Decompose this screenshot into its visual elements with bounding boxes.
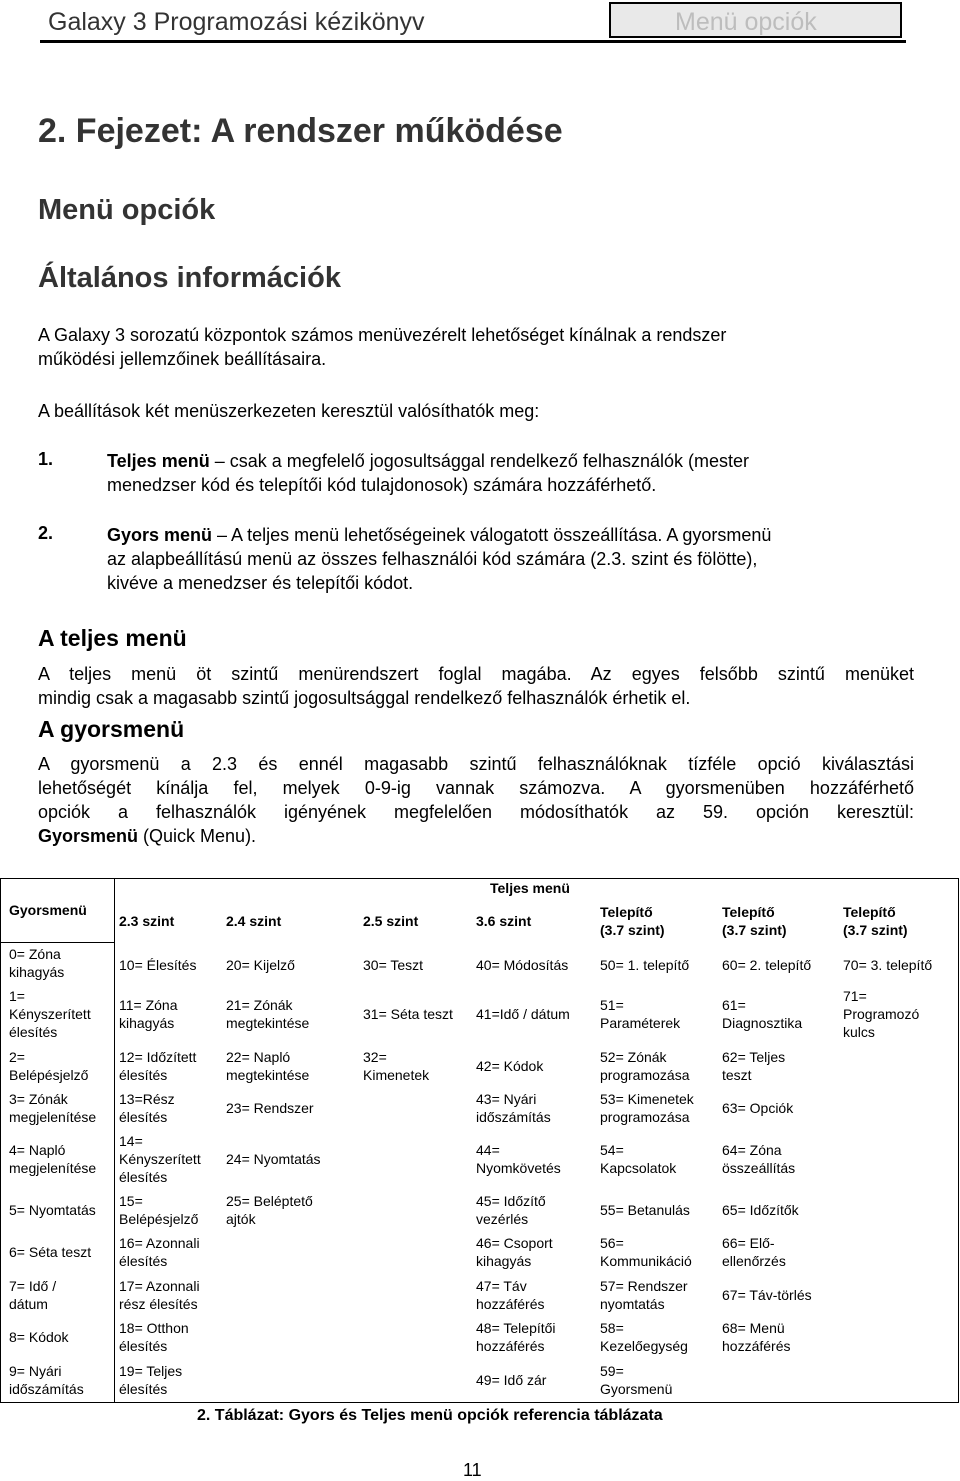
cell-line: Teljes menü [490, 880, 570, 896]
menu-option-cell [226, 1150, 321, 1168]
cell-line: 2= [9, 1049, 25, 1065]
menu-option-cell [600, 1090, 694, 1126]
menu-option-cell [363, 1048, 429, 1084]
page-number: 11 [463, 1460, 482, 1480]
cell-line: élesítés [119, 1253, 168, 1269]
teljes-heading: A teljes menü [38, 625, 187, 651]
cell-line: Belépésjelző [119, 1211, 199, 1227]
menu-option-cell [119, 1362, 182, 1398]
cell-line: 44= [476, 1142, 500, 1158]
list-number: 2. [38, 523, 54, 543]
menu-option-cell [476, 1371, 546, 1389]
emphasis: Gyorsmenü [38, 826, 139, 846]
cell-line: 52= Zónák [600, 1049, 667, 1065]
intro-paragraph [38, 323, 914, 371]
menu-option-cell [119, 1132, 201, 1186]
cell-line: 23= Rendszer [226, 1100, 314, 1116]
gyorsmenu-item [9, 1243, 91, 1261]
cell-line: 60= 2. telepítő [722, 957, 812, 973]
table-caption: 2. Táblázat: Gyors és Teljes menü opciók referencia táblázata [197, 1407, 663, 1424]
level-header [226, 912, 281, 930]
menu-option-cell [226, 1048, 309, 1084]
level-header [722, 903, 787, 939]
cell-line: 10= Élesítés [119, 957, 197, 973]
cell-line: 70= 3. telepítő [843, 957, 933, 973]
cell-line: kulcs [843, 1024, 875, 1040]
cell-line: élesítés [9, 1024, 58, 1040]
cell-line: összeállítás [722, 1160, 796, 1176]
menu-option-cell [119, 1192, 198, 1228]
cell-line: Gyorsmenü [9, 902, 87, 918]
table-rule [958, 878, 959, 1403]
cell-line: 66= Elő- [722, 1235, 775, 1251]
list-number: 1. [38, 449, 54, 469]
cell-line: Telepítő [600, 904, 653, 920]
cell-line: (3.7 szint) [843, 922, 908, 938]
cell-line: 65= Időzítők [722, 1202, 799, 1218]
cell-line: Belépésjelző [9, 1067, 89, 1083]
cell-line: programozása [600, 1109, 690, 1125]
cell-line: 68= Menü [722, 1320, 785, 1336]
cell-line: 32= [363, 1049, 387, 1065]
cell-line: kihagyás [9, 964, 65, 980]
cell-line: nyomtatás [600, 1296, 665, 1312]
cell-line: 8= Kódok [9, 1329, 69, 1345]
cell-line: 2.5 szint [363, 913, 419, 929]
header-rule [40, 40, 906, 43]
cell-line: 64= Zóna [722, 1142, 782, 1158]
cell-line: 54= [600, 1142, 624, 1158]
cell-line: 5= Nyomtatás [9, 1202, 96, 1218]
menu-option-cell [722, 1201, 799, 1219]
cell-line: 57= Rendszer [600, 1278, 688, 1294]
cell-line: 22= Napló [226, 1049, 291, 1065]
cell-line: 55= Betanulás [600, 1202, 690, 1218]
gyorsmenu-item [9, 1090, 96, 1126]
cell-line: 2.4 szint [226, 913, 282, 929]
cell-line: időszámítás [476, 1109, 551, 1125]
cell-line: 1= [9, 988, 25, 1004]
text-line: működési jellemzőinek beállításaira. [38, 349, 327, 369]
text-line: mindig csak a magasabb szintű jogosultsággal rendelkező felhasználók érhetik el. [38, 688, 691, 708]
cell-line: 15= [119, 1193, 143, 1209]
gyors-paragraph [38, 752, 914, 848]
cell-line: megtekintése [226, 1015, 310, 1031]
cell-line: élesítés [119, 1381, 168, 1397]
gyorsmenu-item [9, 1201, 96, 1219]
text-line: A beállítások két menüszerkezeten keresztül valósíthatók meg: [38, 401, 540, 421]
cell-line: ellenőrzés [722, 1253, 786, 1269]
text-line: opciók a felhasználók igényének megfelelően módosíthatók az 59. opción keresztül: [38, 802, 914, 822]
gyors-heading: A gyorsmenü [38, 716, 185, 742]
cell-line: 9= Nyári [9, 1363, 62, 1379]
cell-line: hozzáférés [476, 1296, 545, 1312]
cell-line: kihagyás [119, 1015, 175, 1031]
cell-line: dátum [9, 1296, 48, 1312]
cell-line: Programozó [843, 1006, 920, 1022]
cell-line: 62= Teljes [722, 1049, 786, 1065]
cell-line: 12= Időzített [119, 1049, 197, 1065]
menu-option-cell [600, 996, 680, 1032]
menu-option-cell [600, 1048, 690, 1084]
menu-option-cell [476, 1141, 561, 1177]
cell-line: 47= Táv [476, 1278, 527, 1294]
cell-line: 61= [722, 997, 746, 1013]
table-rule [0, 1402, 959, 1403]
menu-option-cell [600, 956, 689, 974]
cell-line: vezérlés [476, 1211, 529, 1227]
cell-line: megjelenítése [9, 1109, 97, 1125]
text-line: – csak a megfelelő jogosultsággal rendelkező felhasználók (mester [209, 451, 749, 471]
cell-line: 21= Zónák [226, 997, 293, 1013]
menu-option-cell [722, 1141, 795, 1177]
menu-option-cell [119, 1234, 200, 1270]
subsection-title: Általános információk [38, 262, 341, 294]
cell-line: Telepítő [722, 904, 775, 920]
menu-option-cell [722, 1319, 790, 1355]
menu-option-cell [119, 956, 196, 974]
table-rule [0, 878, 1, 1403]
level-header [363, 912, 418, 930]
menu-option-cell [722, 1048, 785, 1084]
menu-option-cell [476, 1090, 551, 1126]
cell-line: 53= Kimenetek [600, 1091, 694, 1107]
menu-option-cell [119, 1319, 189, 1355]
list-item-term: Teljes menü [107, 451, 210, 471]
cell-line: 0= Zóna [9, 946, 61, 962]
cell-line: 30= Teszt [363, 957, 424, 973]
cell-line: 11= Zóna [119, 997, 178, 1013]
menu-option-cell [119, 1048, 196, 1084]
text-line: A teljes menü öt szintű menürendszert foglal magába. Az egyes felsőbb szintű menüket [38, 664, 914, 684]
menu-option-cell [476, 956, 568, 974]
menu-option-cell [600, 1319, 688, 1355]
gyorsmenu-item [9, 1141, 96, 1177]
menu-option-cell [843, 956, 932, 974]
menu-option-cell [476, 1277, 544, 1313]
cell-line: 49= Idő zár [476, 1372, 547, 1388]
menu-option-cell [600, 1141, 676, 1177]
menu-option-cell [722, 956, 811, 974]
menu-option-cell [843, 987, 919, 1041]
menu-option-cell [600, 1362, 672, 1398]
cell-line: élesítés [119, 1338, 168, 1354]
table-header-gyorsmenu [9, 901, 87, 919]
cell-line: 13=Rész [119, 1091, 175, 1107]
cell-line: Kényszerített [9, 1006, 91, 1022]
cell-line: rész élesítés [119, 1296, 198, 1312]
cell-line: 6= Séta teszt [9, 1244, 92, 1260]
cell-line: 42= Kódok [476, 1058, 544, 1074]
cell-line: Kommunikáció [600, 1253, 692, 1269]
menu-option-cell [119, 1090, 175, 1126]
cell-line: 56= [600, 1235, 624, 1251]
paragraph [38, 399, 914, 423]
cell-line: 71= [843, 988, 867, 1004]
text-line: lehetőségét kínálja fel, melyek 0-9-ig vannak számozva. A gyorsmenüben hozzáférhető [38, 778, 914, 798]
cell-line: programozása [600, 1067, 690, 1083]
list-item-term: Gyors menü [107, 525, 213, 545]
cell-line: kihagyás [476, 1253, 532, 1269]
table-header-teljes [490, 879, 570, 897]
cell-line: 7= Idő / [9, 1278, 57, 1294]
cell-line: 2.3 szint [119, 913, 175, 929]
cell-line: Kimenetek [363, 1067, 430, 1083]
menu-option-cell [476, 1005, 570, 1023]
cell-line: élesítés [119, 1109, 168, 1125]
text-line: az alapbeállítású menü az összes felhasználói kód számára (2.3. szint és fölötte), [107, 549, 758, 569]
cell-line: Kezelőegység [600, 1338, 688, 1354]
menu-option-cell [476, 1319, 556, 1355]
text-line: (Quick Menu). [138, 826, 257, 846]
cell-line: 50= 1. telepítő [600, 957, 690, 973]
cell-line: (3.7 szint) [722, 922, 787, 938]
gyorsmenu-item [9, 987, 91, 1041]
menu-option-cell [600, 1277, 688, 1313]
cell-line: hozzáférés [476, 1338, 545, 1354]
cell-line: 63= Opciók [722, 1100, 794, 1116]
cell-line: Nyomkövetés [476, 1160, 561, 1176]
cell-line: Gyorsmenü [600, 1381, 673, 1397]
reference-table [0, 877, 960, 1405]
cell-line: 43= Nyári [476, 1091, 537, 1107]
menu-option-cell [119, 1277, 200, 1313]
text-line: – A teljes menü lehetőségeinek válogatott összeállítása. A gyorsmenü [212, 525, 772, 545]
gyorsmenu-item [9, 945, 64, 981]
list-item [107, 523, 897, 595]
cell-line: élesítés [119, 1169, 168, 1185]
menu-option-cell [476, 1234, 553, 1270]
menu-option-cell [363, 1005, 453, 1023]
menu-option-cell [226, 956, 295, 974]
menu-option-cell [226, 996, 309, 1032]
cell-line: élesítés [119, 1067, 168, 1083]
menu-option-cell [476, 1192, 546, 1228]
gyorsmenu-item [9, 1048, 88, 1084]
menu-option-cell [722, 1099, 793, 1117]
cell-line: 25= Beléptető [226, 1193, 313, 1209]
menu-option-cell [476, 1057, 543, 1075]
cell-line: megtekintése [226, 1067, 310, 1083]
cell-line: teszt [722, 1067, 752, 1083]
cell-line: 4= Napló [9, 1142, 66, 1158]
menu-option-cell [600, 1201, 690, 1219]
cell-line: Telepítő [843, 904, 896, 920]
table-rule [0, 942, 115, 943]
cell-line: 16= Azonnali [119, 1235, 200, 1251]
cell-line: Kapcsolatok [600, 1160, 677, 1176]
menu-option-cell [600, 1234, 692, 1270]
chapter-title: 2. Fejezet: A rendszer működése [38, 112, 563, 150]
cell-line: 24= Nyomtatás [226, 1151, 321, 1167]
cell-line: 59= [600, 1363, 624, 1379]
menu-option-cell [119, 996, 178, 1032]
menu-option-cell [722, 996, 802, 1032]
menu-option-cell [722, 1234, 786, 1270]
text-line: kivéve a menedzser és telepítői kódot. [107, 573, 414, 593]
running-header-title: Galaxy 3 Programozási kézikönyv [48, 8, 425, 36]
cell-line: 3= Zónák [9, 1091, 68, 1107]
text-line: A Galaxy 3 sorozatú központok számos menüvezérelt lehetőséget kínálnak a rendszer [38, 325, 727, 345]
cell-line: időszámítás [9, 1381, 84, 1397]
gyorsmenu-item [9, 1362, 84, 1398]
cell-line: 46= Csoport [476, 1235, 553, 1251]
cell-line: 3.6 szint [476, 913, 532, 929]
cell-line: 18= Otthon [119, 1320, 189, 1336]
level-header [600, 903, 665, 939]
menu-option-cell [226, 1099, 314, 1117]
cell-line: 17= Azonnali [119, 1278, 200, 1294]
text-line: menedzser kód és telepítői kód tulajdonosok) számára hozzáférhető. [107, 475, 657, 495]
list-item [107, 449, 897, 497]
cell-line: ajtók [226, 1211, 256, 1227]
menu-option-cell [226, 1192, 313, 1228]
menu-option-cell [363, 956, 423, 974]
cell-line: megjelenítése [9, 1160, 97, 1176]
cell-line: 14= [119, 1133, 143, 1149]
cell-line: 58= [600, 1320, 624, 1336]
cell-line: 20= Kijelző [226, 957, 295, 973]
text-line: A gyorsmenü a 2.3 és ennél magasabb szintű felhasználóknak tízféle opció kiválasztási [38, 754, 914, 774]
cell-line: Kényszerített [119, 1151, 201, 1167]
cell-line: Diagnosztika [722, 1015, 803, 1031]
running-header-section: Menü opciók [675, 8, 817, 36]
cell-line: 67= Táv-törlés [722, 1287, 812, 1303]
cell-line: (3.7 szint) [600, 922, 665, 938]
cell-line: 41=Idő / dátum [476, 1006, 570, 1022]
level-header [119, 912, 174, 930]
table-rule [114, 878, 115, 1403]
menu-option-cell [722, 1286, 812, 1304]
cell-line: Paraméterek [600, 1015, 681, 1031]
section-title: Menü opciók [38, 194, 216, 226]
gyorsmenu-item [9, 1328, 69, 1346]
table-rule [0, 878, 959, 879]
cell-line: 48= Telepítői [476, 1320, 556, 1336]
level-header [843, 903, 908, 939]
gyorsmenu-item [9, 1277, 56, 1313]
cell-line: 40= Módosítás [476, 957, 569, 973]
cell-line: 19= Teljes [119, 1363, 183, 1379]
cell-line: 31= Séta teszt [363, 1006, 453, 1022]
cell-line: 51= [600, 997, 624, 1013]
cell-line: hozzáférés [722, 1338, 791, 1354]
teljes-paragraph [38, 662, 914, 710]
level-header [476, 912, 531, 930]
cell-line: 45= Időzítő [476, 1193, 546, 1209]
